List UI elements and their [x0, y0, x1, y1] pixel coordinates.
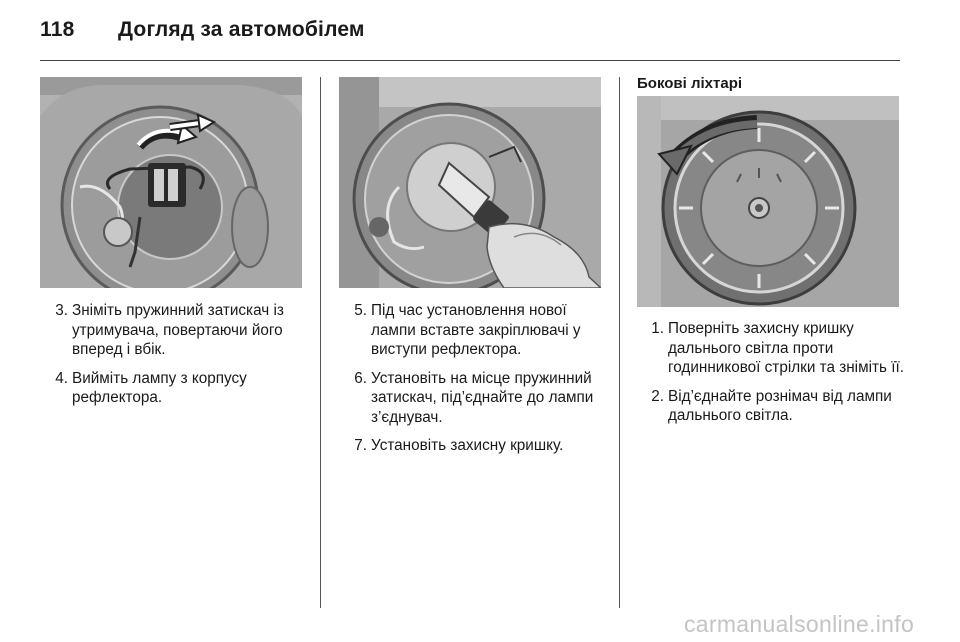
- list-item: 2. Від’єднайте рознімач від лампи дальнього світла.: [651, 387, 892, 424]
- list-item: 6. Установіть на місце пружинний затискач, під’єднайте до лампи з’єднувач.: [354, 369, 594, 426]
- page-header: [40, 18, 365, 42]
- headlight-bulb-clip-illustration-icon: [40, 77, 302, 288]
- steps-list-col2: [345, 301, 607, 465]
- list-item: 3. Зніміть пружинний затискач із утримувача, повертаючи його вперед і вбік.: [55, 302, 284, 358]
- section-title: Бокові ліхтарі: [637, 75, 743, 92]
- column-divider-2: [619, 77, 620, 608]
- figure-headlight-clip: [40, 77, 302, 288]
- protective-cover-rotate-illustration-icon: [637, 96, 899, 307]
- column-divider-1: [320, 77, 321, 608]
- figure-protective-cover: [637, 96, 899, 307]
- bulb-insertion-illustration-icon: [339, 77, 601, 288]
- page-number: 118: [40, 18, 75, 41]
- list-item: 1. Поверніть захисну кришку дальнього світла проти годинникової стрілки та зніміть її.: [651, 320, 904, 376]
- figure-bulb-insertion: [339, 77, 601, 288]
- steps-list-col1: [46, 301, 308, 417]
- page-title: Догляд за автомобілем: [118, 18, 365, 41]
- header-rule: [40, 60, 900, 61]
- list-item: 7. Установіть захисну кришку.: [354, 437, 564, 454]
- steps-list-col3: [642, 319, 904, 435]
- watermark: carmanualsonline.info: [684, 611, 915, 637]
- list-item: 5. Під час установлення нової лампи вставте закріплювачі у виступи рефлектора.: [354, 302, 581, 358]
- list-item: 4. Вийміть лампу з корпусу рефлектора.: [55, 369, 247, 406]
